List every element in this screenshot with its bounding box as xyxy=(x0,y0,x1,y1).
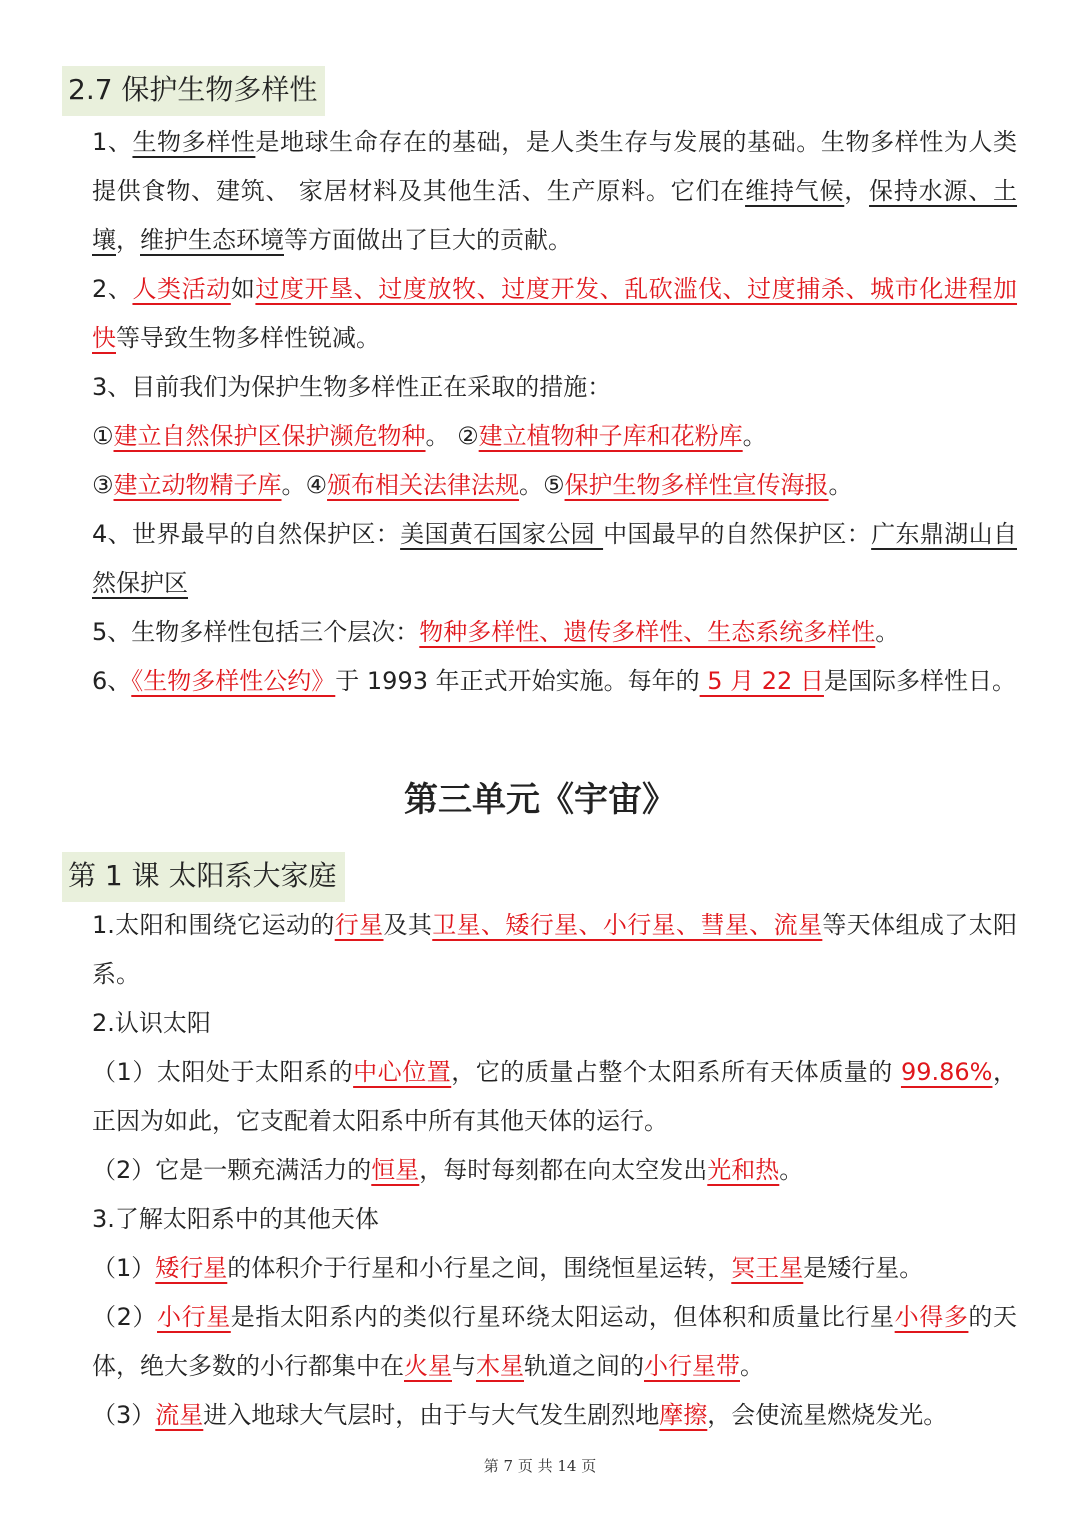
lesson-paragraph-3: 3.了解太阳系中的其他天体 xyxy=(92,1205,379,1233)
section-heading: 2.7 保护生物多样性 xyxy=(62,66,325,116)
lesson-paragraph-1: 1.太阳和围绕它运动的行星及其卫星、矮行星、小行星、彗星、流星等天体组成了太阳系。 xyxy=(92,911,1018,988)
lesson-paragraph-3a: （1）矮行星的体积介于行星和小行星之间，围绕恒星运转，冥王星是矮行星。 xyxy=(92,1254,924,1282)
paragraph-4: 4、世界最早的自然保护区：美国黄石国家公园 中国最早的自然保护区：广东鼎湖山自然保护区 xyxy=(92,520,1017,597)
paragraph-3b: ③建立动物精子库。④颁布相关法律法规。⑤保护生物多样性宣传海报。 xyxy=(92,471,853,499)
lesson-paragraph-2a: （1）太阳处于太阳系的中心位置，它的质量占整个太阳系所有天体质量的 99.86%，正因为如此，它支配着太阳系中所有其他天体的运行。 xyxy=(92,1058,1017,1135)
paragraph-2: 2、人类活动如过度开垦、过度放牧、过度开发、乱砍滥伐、过度捕杀、城市化进程加快等导致生物多样性锐减。 xyxy=(92,275,1018,352)
page-footer: 第 7 页 共 14 页 xyxy=(483,1457,597,1475)
unit-title: 第三单元《宇宙》 xyxy=(404,780,676,820)
paragraph-3: 3、目前我们为保护生物多样性正在采取的措施： xyxy=(92,373,612,401)
paragraph-1: 1、生物多样性是地球生命存在的基础，是人类生存与发展的基础。生物多样性为人类提供食物、建筑、 家居材料及其他生活、生产原料。它们在维持气候，保持水源、土壤，维护生态环境等方面做出了巨大的贡献。 xyxy=(92,128,1018,254)
lesson-heading: 第 1 课 太阳系大家庭 xyxy=(62,852,345,902)
lesson-paragraph-3b: （2）小行星是指太阳系内的类似行星环绕太阳运动，但体积和质量比行星小得多的天体，绝大多数的小行都集中在火星与木星轨道之间的小行星带。 xyxy=(92,1303,1018,1380)
paragraph-3a: ①建立自然保护区保护濒危物种。 ②建立植物种子库和花粉库。 xyxy=(92,422,767,450)
paragraph-6: 6、《生物多样性公约》于 1993 年正式开始实施。每年的 5 月 22 日是国际多样性日。 xyxy=(92,667,1016,695)
paragraph-5: 5、生物多样性包括三个层次：物种多样性、遗传多样性、生态系统多样性。 xyxy=(92,618,900,646)
lesson-paragraph-2: 2.认识太阳 xyxy=(92,1009,211,1037)
lesson-paragraph-3c: （3）流星进入地球大气层时，由于与大气发生剧烈地摩擦，会使流星燃烧发光。 xyxy=(92,1401,948,1429)
lesson-paragraph-2b: （2）它是一颗充满活力的恒星，每时每刻都在向太空发出光和热。 xyxy=(92,1156,804,1184)
